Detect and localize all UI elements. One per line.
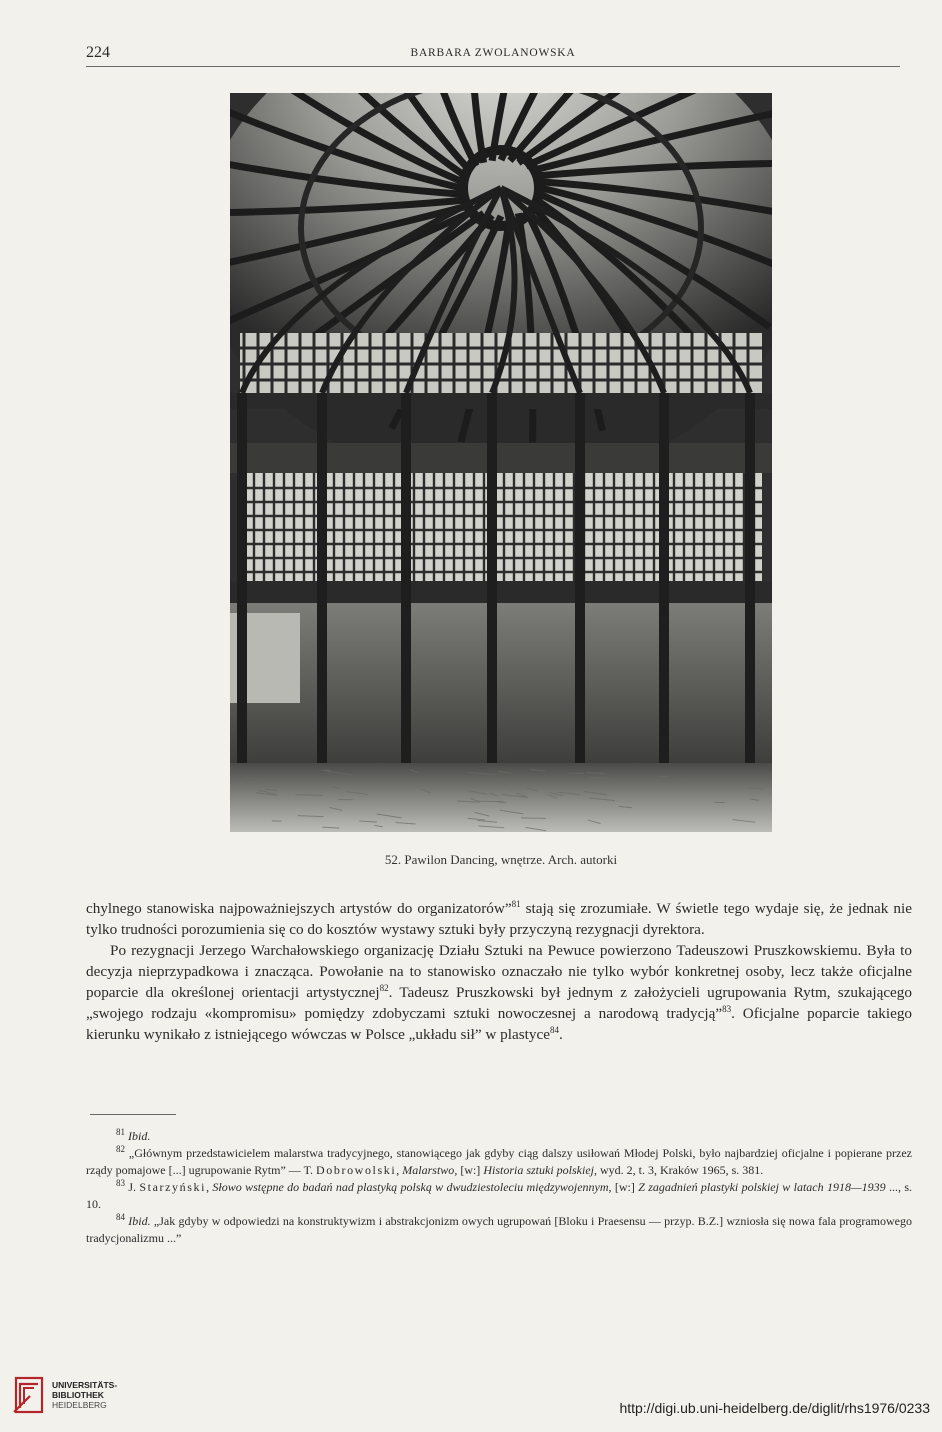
column	[487, 393, 497, 773]
floor-debris	[521, 818, 546, 819]
body-text	[86, 898, 912, 1045]
footnote-81: $^{81}$ Ibid.	[116, 1127, 151, 1143]
floor-debris	[373, 782, 396, 783]
column	[575, 393, 585, 773]
footnote-ref-82[interactable]: 82	[379, 982, 389, 993]
figure-photograph	[230, 93, 772, 832]
footnote-ref-81[interactable]: 81	[511, 898, 521, 909]
library-name: UNIVERSITÄTS- BIBLIOTHEK HEIDELBERG	[52, 1380, 118, 1410]
footnotes	[86, 1128, 912, 1247]
page-number: 224	[86, 44, 110, 61]
pavilion-interior-photo	[230, 93, 772, 832]
source-url-link[interactable]: http://digi.ub.uni-heidelberg.de/diglit/rhs1976/0233	[619, 1400, 930, 1416]
footnote-84: $^{84}$ Ibid. „Jak gdyby w odpowiedzi na konstruktywizm i abstrakcjonizm owych ugrupowań [Bloku i Praesensu — przyp. B.Z.] wzniosła się nowa fala programowego tradycjonalizmu ...”	[86, 1212, 912, 1245]
footnote-83: $^{83}$ J. Starzyński, Słowo wstępne do badań nad plastyką polską w dwudziestoleciu międzywojennym, [w:] Z zagadnień plastyki polskiej w latach 1918—1939 ..., s. 10.	[86, 1178, 913, 1211]
library-emblem-icon	[10, 1374, 50, 1414]
footnote-divider	[90, 1114, 176, 1115]
paragraph-1: chylnego stanowiska najpoważniejszych artystów do organizatorów”$^{81}$ stają się zrozumiałe. W świetle tego wydaje się, że jednak nie tylko trudności porozumienia się co do kosztów wystawy sztuki były przyczyną rezygnacji dyrektora.	[86, 898, 912, 938]
column	[745, 393, 755, 773]
floor-debris	[587, 777, 609, 778]
floor-debris	[715, 802, 725, 803]
figure-caption: 52. Pawilon Dancing, wnętrze. Arch. autorki	[384, 852, 618, 867]
footnote-ref-84[interactable]: 84	[549, 1024, 559, 1035]
footnote-82: $^{82}$ „Głównym przedstawicielem malarstwa tradycyjnego, stanowiącego jak gdyby ciąg dalszy usiłowań Młodej Polski, było najbardziej oficjalne i popierane przez rządy pomajowe [...] ugrupowanie Rytm” — T. Dobrowolski, Malarstwo, [w:] Historia sztuki polskiej, wyd. 2, t. 3, Kraków 1965, s. 381.	[86, 1144, 913, 1177]
paragraph-2: Po rezygnacji Jerzego Warchałowskiego organizację Działu Sztuki na Pewuce powierzono Tadeuszowi Pruszkowskiemu. Była to decyzja nieprzypadkowa i znacząca. Powołanie na to stanowisko oznaczało nie tylko wybór konkretnej osoby, lecz także oficjalne poparcie dla określonej orientacji artystycznej$^{82}$. Tadeusz Pruszkowski był jednym z założycieli ugrupowania Rytm, szukającego „swojego rodzaju «kompromisu» pomiędzy zdobyczami sztuki nowoczesnej a narodową tradycją”$^{83}$. Oficjalne poparcie takiego kierunku wynikało z istniejącego wówczas w Polsce „układu sił” w plastyce$^{84}$.	[86, 942, 913, 1043]
column	[659, 393, 669, 773]
column	[237, 393, 247, 773]
column	[401, 393, 411, 773]
running-head-author: BARBARA ZWOLANOWSKA	[410, 47, 576, 59]
running-head	[86, 44, 900, 67]
library-logo[interactable]	[10, 1372, 120, 1420]
footnote-ref-83[interactable]: 83	[722, 1003, 732, 1014]
column	[317, 393, 327, 773]
